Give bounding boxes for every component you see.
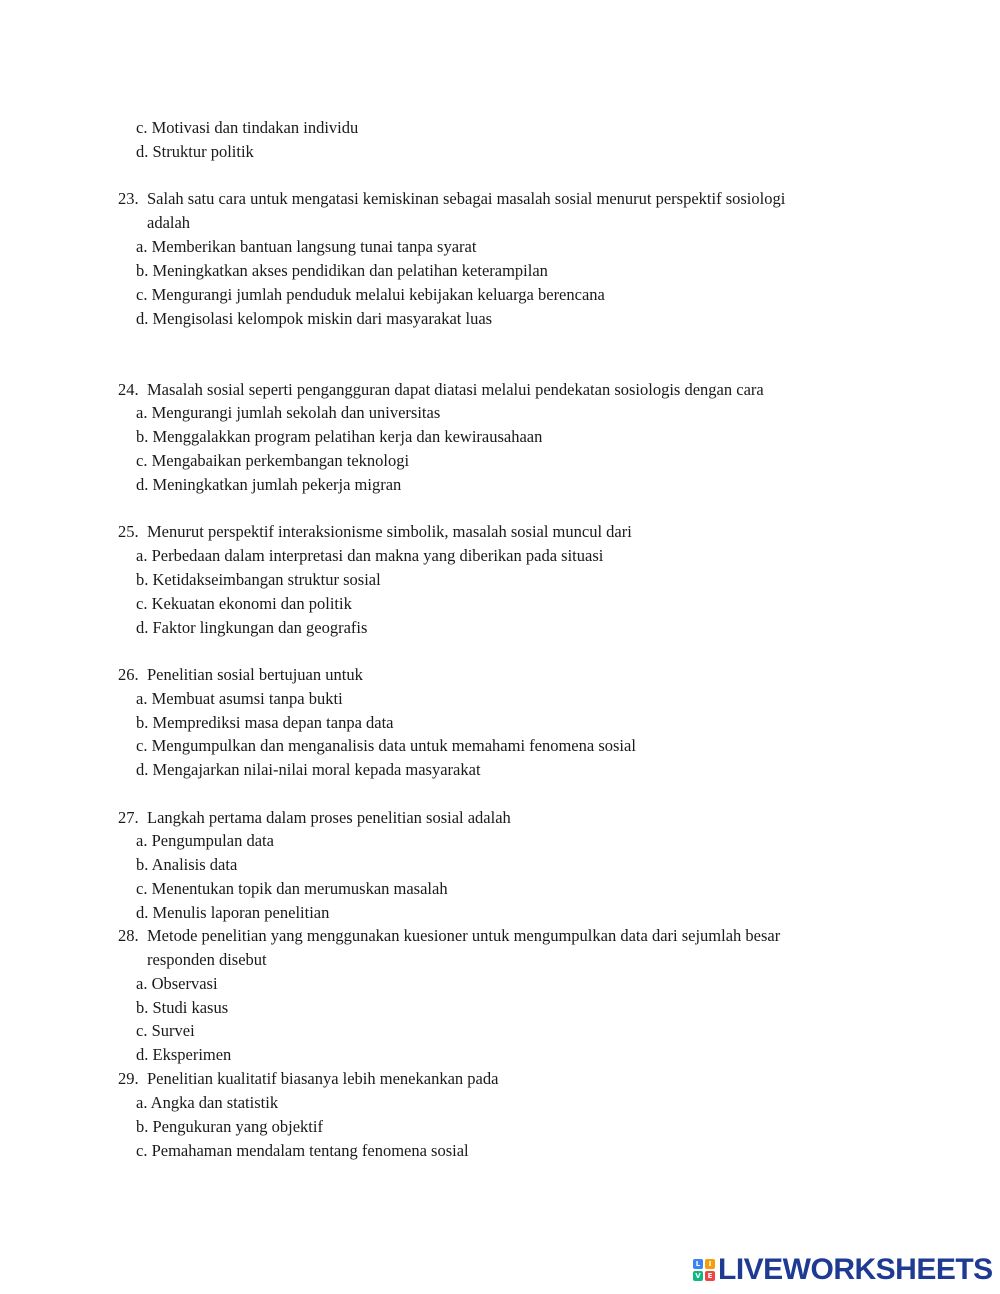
question-text: Penelitian sosial bertujuan untuk xyxy=(147,665,363,684)
question-text: Menurut perspektif interaksionisme simbolik, masalah sosial muncul dari xyxy=(147,522,632,541)
option-b[interactable]: b. Meningkatkan akses pendidikan dan pelatihan keterampilan xyxy=(136,261,548,280)
option-b[interactable]: b. Menggalakkan program pelatihan kerja dan kewirausahaan xyxy=(136,427,543,446)
question-text: Langkah pertama dalam proses penelitian sosial adalah xyxy=(147,808,511,827)
logo-tile-i: I xyxy=(705,1259,715,1269)
option-d[interactable]: d. Faktor lingkungan dan geografis xyxy=(136,618,368,637)
option-a[interactable]: a. Pengumpulan data xyxy=(136,831,274,850)
question-number: 25. xyxy=(118,522,139,541)
question-text: Salah satu cara untuk mengatasi kemiskinan sebagai masalah sosial menurut perspektif sosiologi xyxy=(147,189,786,208)
option-d-carryover: d. Struktur politik xyxy=(136,142,254,161)
logo-tile-v: V xyxy=(693,1271,703,1281)
option-b[interactable]: b. Studi kasus xyxy=(136,998,229,1017)
liveworksheets-grid-icon xyxy=(693,1259,715,1281)
question-text-cont: adalah xyxy=(147,213,191,232)
logo-tile-l: L xyxy=(693,1259,703,1269)
option-a[interactable]: a. Observasi xyxy=(136,974,218,993)
logo-tile-e: E xyxy=(705,1271,715,1281)
question-number: 23. xyxy=(118,189,139,208)
option-b[interactable]: b. Pengukuran yang objektif xyxy=(136,1117,323,1136)
option-b[interactable]: b. Analisis data xyxy=(136,855,238,874)
liveworksheets-logo[interactable] xyxy=(693,1255,993,1285)
option-c-carryover: c. Motivasi dan tindakan individu xyxy=(136,118,359,137)
option-c[interactable]: c. Survei xyxy=(136,1021,195,1040)
question-number: 29. xyxy=(118,1069,139,1088)
option-d[interactable]: d. Mengajarkan nilai-nilai moral kepada masyarakat xyxy=(136,760,481,779)
option-b[interactable]: b. Memprediksi masa depan tanpa data xyxy=(136,713,394,732)
option-c[interactable]: c. Menentukan topik dan merumuskan masalah xyxy=(136,879,448,898)
option-a[interactable]: a. Perbedaan dalam interpretasi dan makna yang diberikan pada situasi xyxy=(136,546,604,565)
question-text: Penelitian kualitatif biasanya lebih menekankan pada xyxy=(147,1069,499,1088)
option-c[interactable]: c. Mengurangi jumlah penduduk melalui kebijakan keluarga berencana xyxy=(136,285,605,304)
question-text-cont: responden disebut xyxy=(147,950,267,969)
option-d[interactable]: d. Meningkatkan jumlah pekerja migran xyxy=(136,475,402,494)
option-a[interactable]: a. Angka dan statistik xyxy=(136,1093,279,1112)
question-number: 27. xyxy=(118,808,139,827)
option-d[interactable]: d. Eksperimen xyxy=(136,1045,232,1064)
question-text: Metode penelitian yang menggunakan kuesioner untuk mengumpulkan data dari sejumlah besar xyxy=(147,926,781,945)
option-c[interactable]: c. Mengumpulkan dan menganalisis data untuk memahami fenomena sosial xyxy=(136,736,636,755)
option-c[interactable]: c. Pemahaman mendalam tentang fenomena sosial xyxy=(136,1141,469,1160)
option-b[interactable]: b. Ketidakseimbangan struktur sosial xyxy=(136,570,381,589)
option-c[interactable]: c. Mengabaikan perkembangan teknologi xyxy=(136,451,410,470)
option-a[interactable]: a. Mengurangi jumlah sekolah dan universitas xyxy=(136,403,441,422)
option-d[interactable]: d. Menulis laporan penelitian xyxy=(136,903,330,922)
question-number: 28. xyxy=(118,926,139,945)
question-number: 24. xyxy=(118,380,139,399)
option-a[interactable]: a. Memberikan bantuan langsung tunai tanpa syarat xyxy=(136,237,477,256)
option-c[interactable]: c. Kekuatan ekonomi dan politik xyxy=(136,594,352,613)
brand-name: LIVEWORKSHEETS xyxy=(718,1253,993,1286)
option-d[interactable]: d. Mengisolasi kelompok miskin dari masyarakat luas xyxy=(136,309,493,328)
option-a[interactable]: a. Membuat asumsi tanpa bukti xyxy=(136,689,343,708)
question-number: 26. xyxy=(118,665,139,684)
question-text: Masalah sosial seperti pengangguran dapat diatasi melalui pendekatan sosiologis dengan cara xyxy=(147,380,764,399)
